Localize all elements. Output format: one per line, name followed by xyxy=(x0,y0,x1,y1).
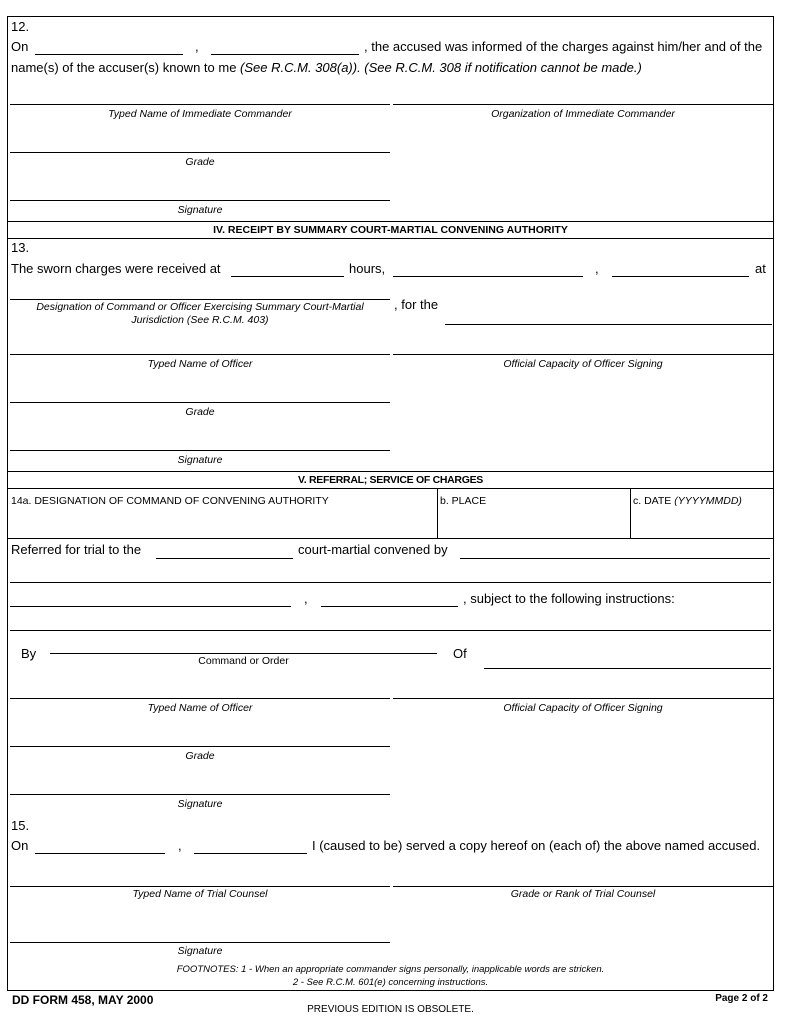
item13-signature-label: Signature xyxy=(177,454,223,466)
item14-subject: , subject to the following instructions: xyxy=(463,591,675,606)
item15-text: I (caused to be) served a copy hereof on (each of) the above named accused. xyxy=(312,838,761,853)
item12-typed-name-field[interactable] xyxy=(10,104,390,105)
item12-year-field[interactable] xyxy=(211,54,359,55)
item14-divider-2 xyxy=(630,488,631,538)
item13-number: 13. xyxy=(11,240,30,255)
item14-convened-by-field-2[interactable] xyxy=(10,582,771,583)
item14-convened-by-field[interactable] xyxy=(460,558,770,559)
item15-signature-field[interactable] xyxy=(10,942,390,943)
item13-for-the-field[interactable] xyxy=(445,324,772,325)
section5-bottom-rule xyxy=(7,488,774,489)
item14-of-field[interactable] xyxy=(484,668,771,669)
item12-grade-field[interactable] xyxy=(10,152,390,153)
item14-typed-name-field[interactable] xyxy=(10,698,390,699)
item14-grade-label: Grade xyxy=(185,750,215,762)
item12-typed-name-label: Typed Name of Immediate Commander xyxy=(108,108,292,120)
item15-date-field[interactable] xyxy=(35,853,165,854)
item14-comma: , xyxy=(304,591,308,606)
item14-of: Of xyxy=(453,646,467,661)
item13-capacity-field[interactable] xyxy=(393,354,773,355)
item12-grade-label: Grade xyxy=(185,156,215,168)
item14b-label: b. PLACE xyxy=(440,495,487,507)
item13-for-the: , for the xyxy=(394,297,439,312)
item13-designation-field[interactable] xyxy=(10,299,390,300)
item13-typed-name-label: Typed Name of Officer xyxy=(147,358,253,370)
item15-signature-label: Signature xyxy=(177,945,223,957)
form-number: DD FORM 458, MAY 2000 xyxy=(12,993,154,1007)
item13-year-field[interactable] xyxy=(612,276,749,277)
section4-top-rule xyxy=(7,221,774,222)
item12-on: On xyxy=(11,39,29,54)
item13-comma: , xyxy=(595,261,599,276)
item13-text-a: The sworn charges were received at xyxy=(11,261,221,276)
item14-command-or-order-label: Command or Order xyxy=(198,655,289,667)
item12-signature-field[interactable] xyxy=(10,200,390,201)
item14-signature-field[interactable] xyxy=(10,794,390,795)
item14-date-field[interactable] xyxy=(10,606,291,607)
footnote-2: 2 - See R.C.M. 601(e) concerning instructions. xyxy=(292,977,489,988)
item13-hours-field[interactable] xyxy=(231,276,344,277)
item15-on: On xyxy=(11,838,29,853)
item12-signature-label: Signature xyxy=(177,204,223,216)
item13-designation-label-1: Designation of Command or Officer Exercising Summary Court-Martial xyxy=(36,301,364,313)
item14a-label: 14a. DESIGNATION OF COMMAND OF CONVENING AUTHORITY xyxy=(11,495,329,507)
item14-capacity-label: Official Capacity of Officer Signing xyxy=(503,702,663,714)
item14-instructions-field[interactable] xyxy=(10,630,771,631)
item14-typed-name-label: Typed Name of Officer xyxy=(147,702,253,714)
item15-comma: , xyxy=(178,838,182,853)
item13-grade-field[interactable] xyxy=(10,402,390,403)
footnote-1: FOOTNOTES: 1 - When an appropriate commander signs personally, inapplicable words are stricken. xyxy=(176,964,605,975)
item14-command-or-order-field[interactable] xyxy=(50,653,437,654)
item12-comma: , xyxy=(195,39,199,54)
item15-typed-name-field[interactable] xyxy=(10,886,390,887)
item14-referred: Referred for trial to the xyxy=(11,542,142,557)
item13-capacity-label: Official Capacity of Officer Signing xyxy=(503,358,663,370)
item14c-label: c. DATE (YYYYMMDD) xyxy=(633,495,742,507)
item15-year-field[interactable] xyxy=(194,853,307,854)
item12-organization-label: Organization of Immediate Commander xyxy=(491,108,675,120)
item12-text-a: , the accused was informed of the charges against him/her and of the xyxy=(364,39,763,54)
obsolete-notice: PREVIOUS EDITION IS OBSOLETE. xyxy=(307,1004,474,1015)
page-number: Page 2 of 2 xyxy=(715,993,768,1004)
item14-grade-field[interactable] xyxy=(10,746,390,747)
section5-title: V. REFERRAL; SERVICE OF CHARGES xyxy=(298,474,483,486)
item14-by: By xyxy=(21,646,37,661)
section4-title: IV. RECEIPT BY SUMMARY COURT-MARTIAL CONVENING AUTHORITY xyxy=(213,224,568,236)
item12-date-field[interactable] xyxy=(35,54,183,55)
item13-designation-label-2: Jurisdiction (See R.C.M. 403) xyxy=(131,314,269,326)
item13-typed-name-field[interactable] xyxy=(10,354,390,355)
item12-number: 12. xyxy=(11,19,30,34)
item14-box-bottom-rule xyxy=(7,538,774,539)
item14-year-field[interactable] xyxy=(321,606,458,607)
item14-signature-label: Signature xyxy=(177,798,223,810)
item15-grade-label: Grade or Rank of Trial Counsel xyxy=(510,888,656,900)
item14-capacity-field[interactable] xyxy=(393,698,773,699)
item15-number: 15. xyxy=(11,818,30,833)
item15-typed-name-label: Typed Name of Trial Counsel xyxy=(132,888,268,900)
section5-top-rule xyxy=(7,471,774,472)
item15-grade-field[interactable] xyxy=(393,886,773,887)
item14-divider-1 xyxy=(437,488,438,538)
item12-organization-field[interactable] xyxy=(393,104,773,105)
item13-date-field[interactable] xyxy=(393,276,583,277)
item13-signature-field[interactable] xyxy=(10,450,390,451)
item13-hours: hours, xyxy=(349,261,386,276)
item14-court-type-field[interactable] xyxy=(156,558,293,559)
item14-court-martial: court-martial convened by xyxy=(298,542,448,557)
item13-grade-label: Grade xyxy=(185,406,215,418)
section4-bottom-rule xyxy=(7,238,774,239)
item13-at: at xyxy=(755,261,766,276)
item12-text-b: name(s) of the accuser(s) known to me (See R.C.M. 308(a)). (See R.C.M. 308 if notification cannot be made.) xyxy=(11,60,642,75)
